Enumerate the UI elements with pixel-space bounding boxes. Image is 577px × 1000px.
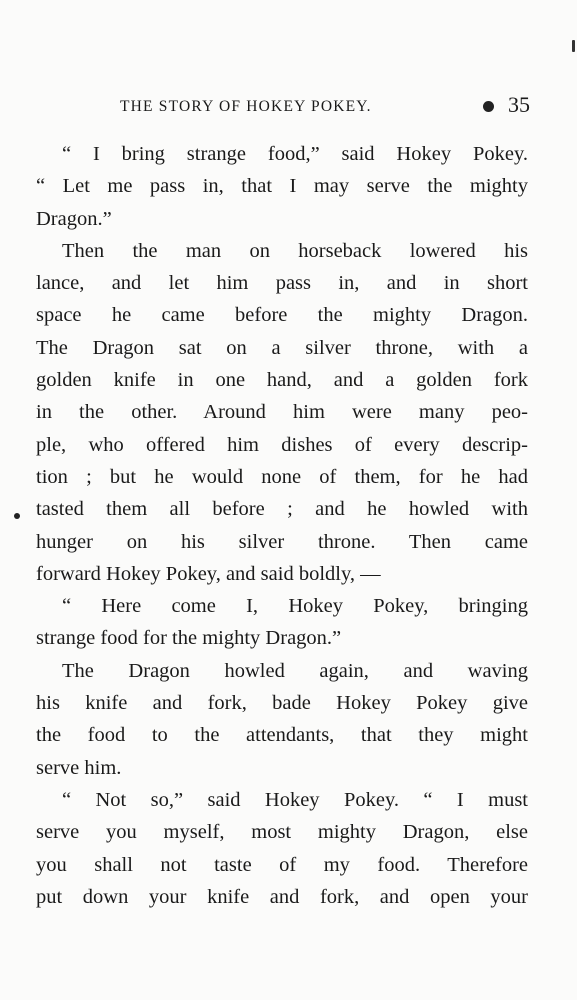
page-number: 35 [508,92,530,117]
page-edge-mark [572,40,575,52]
text-line: tion ; but he would none of them, for he had [36,465,528,488]
text-line: in the other. Around him were many peo- [36,401,528,424]
text-line: serve him. [36,756,122,779]
bullet-ornament-icon [483,101,494,112]
text-line: “ I bring strange food,” said Hokey Pokey. [62,143,528,165]
text-line: tasted them all before ; and he howled with [36,498,528,521]
running-head [120,94,530,122]
text-line: put down your knife and fork, and open your [36,885,528,908]
text-line: forward Hokey Pokey, and said boldly, — [36,562,381,585]
margin-dot-icon [14,513,20,519]
text-line: The Dragon sat on a silver throne, with a [36,336,528,359]
text-line: strange food for the mighty Dragon.” [36,627,342,650]
text-line: ple, who offered him dishes of every descrip- [36,433,528,456]
text-line: “ Let me pass in, that I may serve the mighty [36,175,528,198]
text-line: golden knife in one hand, and a golden fork [36,369,528,392]
text-line: hunger on his silver throne. Then came [36,530,528,553]
text-line: serve you myself, most mighty Dragon, else [36,821,528,844]
text-line: space he came before the mighty Dragon. [36,304,528,327]
body-text [36,138,528,913]
text-line: The Dragon howled again, and waving [62,659,528,682]
text-line: “ Here come I, Hokey Pokey, bringing [62,595,528,618]
text-line: Dragon.” [36,207,112,230]
text-line: lance, and let him pass in, and in short [36,272,528,295]
text-line: “ Not so,” said Hokey Pokey. “ I must [62,788,528,811]
text-line: the food to the attendants, that they might [36,724,528,747]
running-title: THE STORY OF HOKEY POKEY. [120,98,372,115]
text-line: Then the man on horseback lowered his [62,239,528,262]
text-line: his knife and fork, bade Hokey Pokey give [36,692,528,715]
text-line: you shall not taste of my food. Therefore [36,853,528,876]
